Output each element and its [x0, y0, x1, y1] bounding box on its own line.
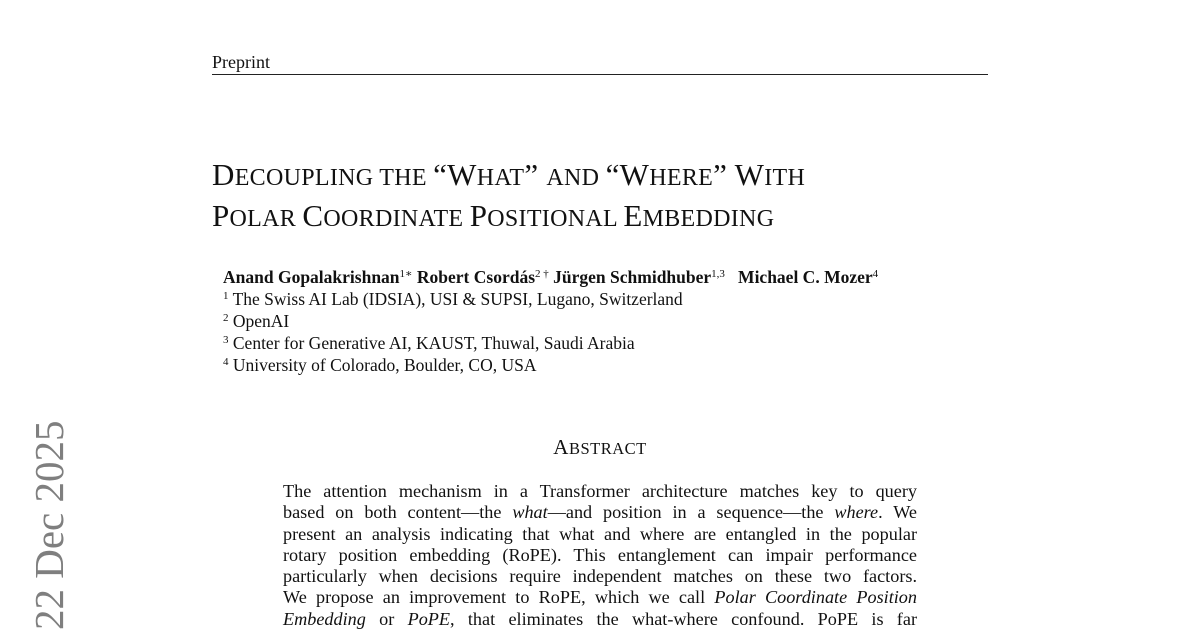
author-name: Anand Gopalakrishnan	[223, 267, 400, 287]
author-affiliation-marker: 1∗	[399, 268, 413, 280]
affiliation-list	[223, 288, 878, 376]
abstract-line-text	[283, 566, 917, 587]
title-segment: “W	[433, 157, 477, 192]
author-name: Robert Csordás	[416, 267, 536, 287]
title-segment: AND	[546, 165, 606, 191]
author-affiliation-marker: 1,3	[711, 268, 725, 280]
abstract-line	[283, 481, 917, 502]
title-segment: ”	[524, 157, 547, 192]
abstract-line	[283, 566, 917, 587]
abstract-text: The attention mechanism in a Transformer architecture matches key to query	[283, 481, 917, 501]
title-segment: OORDINATE	[323, 206, 470, 232]
title-segment: OLAR	[229, 206, 303, 232]
abstract-heading	[0, 435, 1200, 460]
title-segment: ITH	[764, 165, 806, 191]
affiliation-item	[223, 332, 878, 354]
abstract-text: based on both content—the	[283, 502, 513, 523]
author-list	[223, 266, 878, 288]
abstract-line-text	[283, 502, 917, 523]
title-segment: D	[212, 157, 235, 192]
title-segment: HERE	[649, 165, 714, 191]
paper-title	[212, 156, 805, 238]
title-line-1	[212, 156, 805, 197]
abstract-line	[283, 545, 917, 566]
title-segment: MBEDDING	[642, 206, 775, 232]
author-block	[223, 266, 878, 376]
abstract-text: present an analysis indicating that what and where are entangled in the popular	[283, 523, 917, 544]
title-segment: OSITIONAL	[487, 206, 624, 232]
running-header: Preprint	[212, 52, 988, 75]
abstract-emphasis: PoPE	[407, 608, 451, 629]
author-affiliation-marker: 2 †	[535, 268, 549, 280]
abstract-text: particularly when decisions require independent matches on these two factors.	[283, 566, 917, 587]
abstract-line-text	[283, 587, 917, 608]
abstract-heading-cap: A	[553, 435, 569, 459]
title-segment: P	[469, 198, 488, 233]
abstract-emphasis: what	[512, 502, 548, 523]
affiliation-item	[223, 310, 878, 332]
title-segment: C	[302, 198, 324, 233]
affiliation-text: University of Colorado, Boulder, CO, USA	[232, 355, 537, 375]
affiliation-number: 3	[223, 334, 229, 346]
arxiv-date-stamp: 22 Dec 2025	[26, 420, 72, 630]
title-line-2	[212, 197, 805, 238]
title-segment: ECOUPLING THE	[234, 165, 434, 191]
abstract-text: rotary position embedding (RoPE). This entanglement can impair performance	[283, 544, 917, 565]
title-segment: HAT	[476, 165, 525, 191]
abstract-text: , that eliminates the what-where confound. PoPE is far	[450, 608, 917, 629]
affiliation-number: 2	[223, 312, 229, 324]
abstract-line-text	[283, 481, 917, 502]
abstract-line	[283, 524, 917, 545]
abstract-heading-rest: BSTRACT	[568, 439, 647, 458]
abstract-emphasis: Embedding	[283, 608, 366, 629]
author-name: Jürgen Schmidhuber	[553, 267, 712, 287]
affiliation-text: The Swiss AI Lab (IDSIA), USI & SUPSI, Lugano, Switzerland	[232, 289, 683, 309]
title-segment: E	[623, 198, 643, 233]
title-segment: ” W	[713, 157, 765, 192]
abstract-line-text	[283, 609, 917, 630]
affiliation-text: OpenAI	[232, 311, 290, 331]
abstract-line	[283, 502, 917, 523]
abstract-body	[283, 481, 917, 630]
abstract-text: —and position in a sequence—the	[547, 502, 835, 523]
abstract-emphasis: Polar Coordinate Position	[714, 587, 917, 608]
abstract-line	[283, 609, 917, 630]
abstract-text: . We	[878, 502, 918, 523]
affiliation-number: 1	[223, 290, 229, 302]
title-segment: P	[212, 198, 230, 233]
author-name: Michael C. Mozer	[738, 267, 873, 287]
affiliation-number: 4	[223, 356, 229, 368]
abstract-line	[283, 587, 917, 608]
affiliation-text: Center for Generative AI, KAUST, Thuwal, Saudi Arabia	[232, 333, 635, 353]
affiliation-item	[223, 354, 878, 376]
abstract-text: or	[365, 608, 408, 629]
affiliation-item	[223, 288, 878, 310]
author-affiliation-marker: 4	[872, 268, 879, 280]
abstract-line-text	[283, 545, 917, 566]
title-segment: “W	[605, 157, 650, 192]
abstract-line-text	[283, 524, 917, 545]
abstract-emphasis: where	[834, 502, 879, 523]
abstract-text: We propose an improvement to RoPE, which we call	[283, 587, 715, 608]
